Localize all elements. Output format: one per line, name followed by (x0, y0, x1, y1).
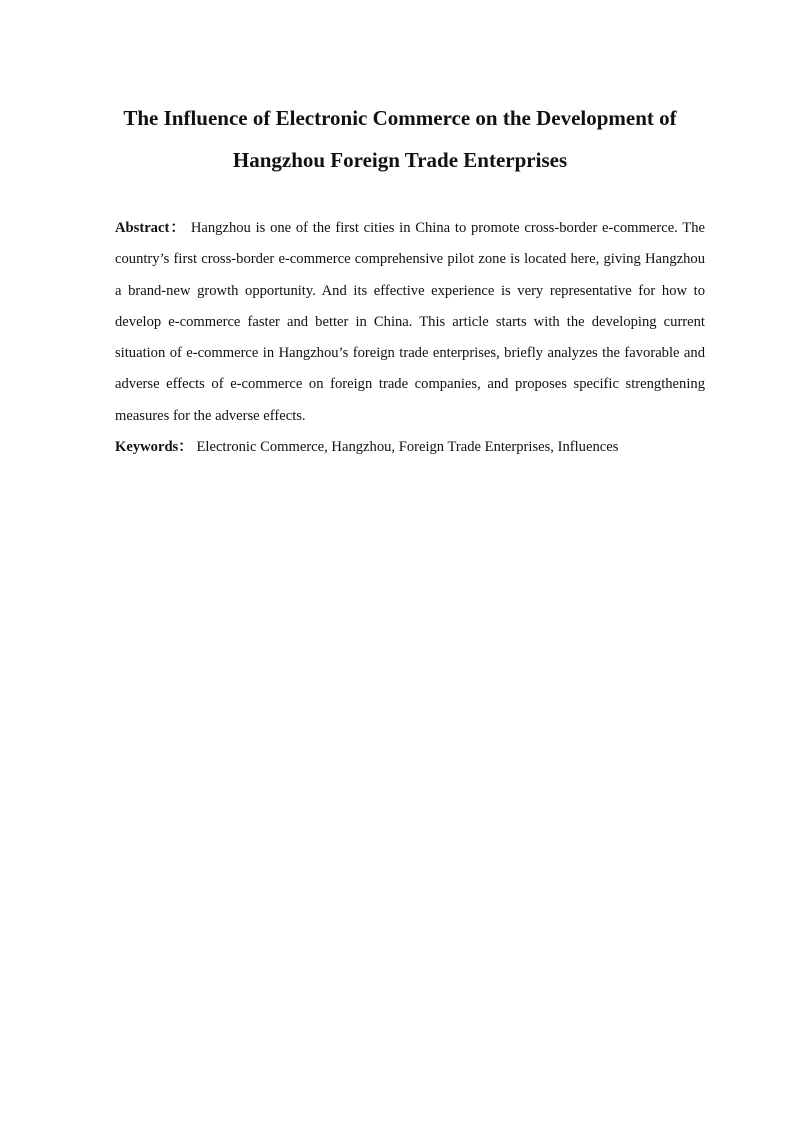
keywords-text: Electronic Commerce, Hangzhou, Foreign Trade Enterprises, Influences (196, 439, 619, 455)
paper-title-line-2: Hangzhou Foreign Trade Enterprises (232, 148, 568, 172)
paper-title (100, 97, 700, 181)
abstract-paragraph (115, 213, 705, 432)
abstract-label: Abstract： (115, 220, 187, 236)
keywords-label: Keywords： (115, 439, 193, 455)
keywords-paragraph (115, 432, 705, 463)
abstract-text: Hangzhou is one of the first cities in China to promote cross-border e-commerce. The country’s first cross-border e-commerce comprehensive pilot zone is located here, giving Hangzhou a brand-new growth opportunity. And its effective experience is very representative for how to develop e-commerce faster and better in China. This article starts with the developing current situation of e-commerce in Hangzhou’s foreign trade enterprises, briefly analyzes the favorable and adverse effects of e-commerce on foreign trade companies, and proposes specific strengthening measures for the adverse effects. (115, 220, 705, 424)
paper-title-line-1: The Influence of Electronic Commerce on the Development of (123, 106, 677, 130)
